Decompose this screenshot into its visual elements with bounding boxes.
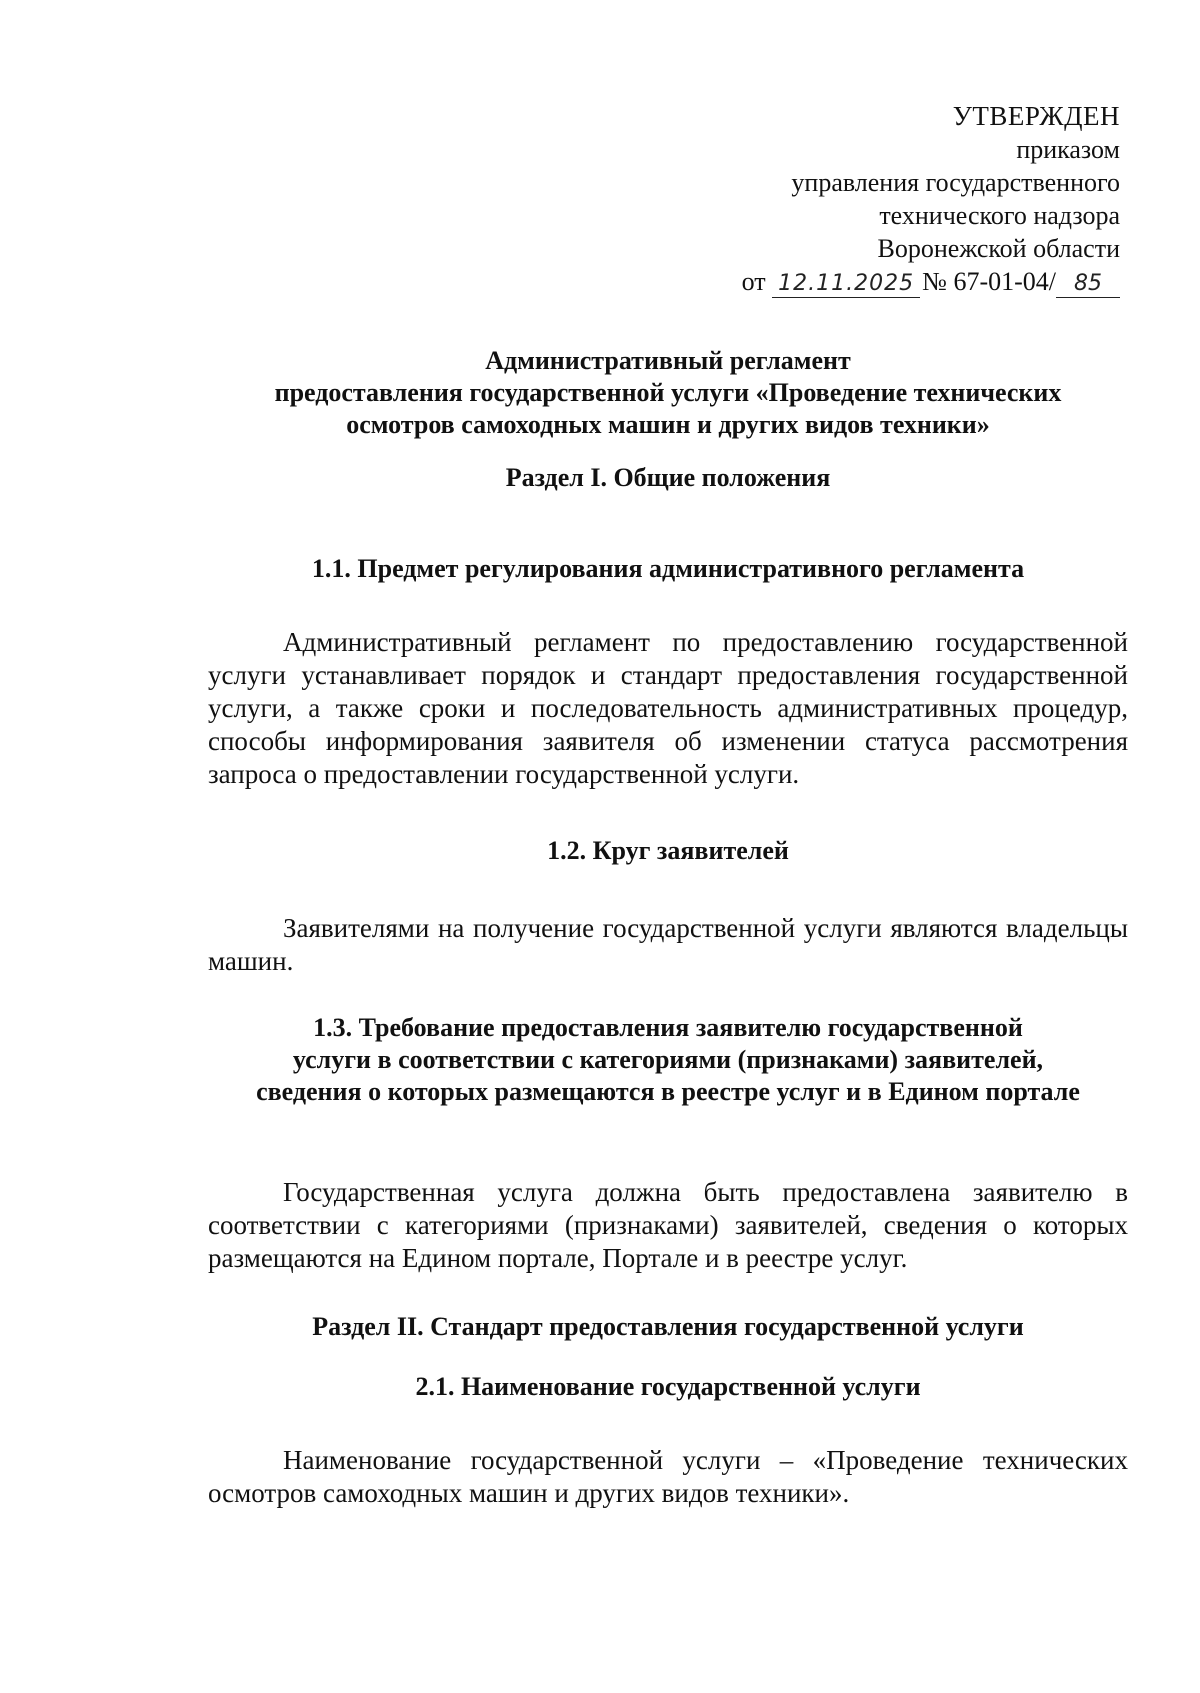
subsection-1-3-text: Государственная услуга должна быть предоставлена заявителю в соответствии с категориями (признаками) заявителей, сведения о которых размещаются на Едином портале, Портале и в реестре услуг. [208,1177,1128,1273]
approval-block [742,100,1120,298]
subsection-1-1-text: Административный регламент по предоставлению государственной услуги устанавливает порядок и стандарт предоставления государственной услуги, а также сроки и последовательность административных процедур, способы информирования заявителя об изменении статуса рассмотрения запроса о предоставлении государственной услуги. [208,627,1128,789]
order-number-prefix: № 67-01-04/ [922,267,1056,296]
document-title [208,345,1128,441]
order-line [742,265,1120,298]
section-1-heading: Раздел I. Общие положения [505,463,831,492]
order-number-handwritten: 85 [1056,271,1120,298]
subsection-1-3-heading [208,1012,1128,1108]
approval-line-4: Воронежской области [877,234,1120,263]
subsection-1-2-text: Заявителями на получение государственной услуги являются владельцы машин. [208,913,1128,976]
subsection-1-3-heading-line-3: сведения о которых размещаются в реестре услуг и в Едином портале [256,1077,1080,1106]
subsection-1-3-heading-line-2: услуги в соответствии с категориями (признаками) заявителей, [292,1045,1044,1074]
document-title-line-2: предоставления государственной услуги «Проведение технических [274,378,1062,407]
subsection-1-1-heading: 1.1. Предмет регулирования административного регламента [311,554,1025,583]
order-prefix: от [741,267,766,296]
document-title-line-1: Административный регламент [485,346,851,375]
subsection-2-1-text: Наименование государственной услуги – «Проведение технических осмотров самоходных машин и других видов техники». [208,1445,1128,1508]
subsection-1-3-heading-line-1: 1.3. Требование предоставления заявителю государственной [313,1013,1023,1042]
approval-title: УТВЕРЖДЕН [952,101,1120,131]
document-title-line-3: осмотров самоходных машин и других видов техники» [346,410,990,439]
subsection-1-2-heading: 1.2. Круг заявителей [547,836,789,865]
subsection-2-1-heading: 2.1. Наименование государственной услуги [415,1372,921,1401]
order-date-handwritten: 12.11.2025 [772,271,920,298]
approval-line-3: технического надзора [879,201,1120,230]
approval-line-2: управления государственного [791,168,1120,197]
approval-line-1: приказом [1016,135,1120,164]
section-2-heading: Раздел II. Стандарт предоставления государственной услуги [312,1312,1024,1341]
